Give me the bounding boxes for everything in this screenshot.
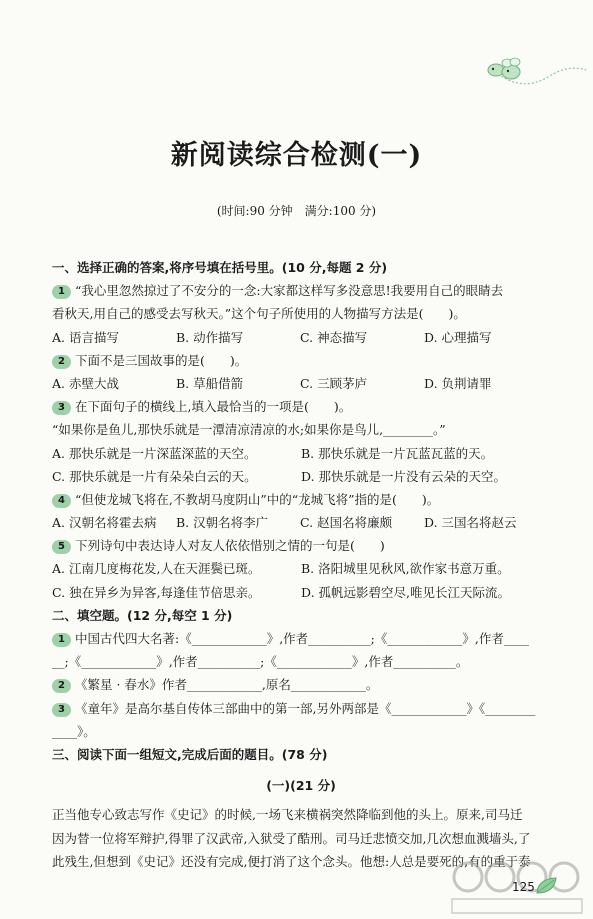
option-a[interactable]: A. 汉朝名将霍去病: [52, 515, 157, 531]
option-d[interactable]: D. 心理描写: [424, 329, 492, 345]
passage-subtitle: (一)(21 分): [266, 778, 336, 794]
fill-2-text[interactable]: 《繁星 · 春水》作者____________,原名____________。: [75, 677, 379, 693]
question-4-options: [52, 511, 550, 534]
leaf-icon: [534, 875, 560, 897]
section2-heading: 二、填空题。(12 分,每空 1 分): [52, 607, 233, 623]
question-4-text: “但使龙城飞将在,不教胡马度阴山”中的“龙城飞将”指的是( )。: [75, 491, 440, 507]
option-c[interactable]: C. 独在异乡为异客,每逢佳节倍思亲。: [52, 584, 261, 600]
fill-1-text[interactable]: 中国古代四大名著:《____________》,作者__________;《____________》,作者____: [75, 631, 529, 646]
question-5-options-ab: [52, 557, 550, 580]
exam-meta: (时间:90 分钟 满分:100 分): [216, 204, 377, 218]
passage-line-1: 正当他专心致志写作《史记》的时候,一场飞来横祸突然降临到他的头上。原来,司马迁: [52, 807, 523, 823]
question-number-badge: 2: [52, 679, 71, 693]
option-d[interactable]: D. 那快乐就是一片没有云朵的天空。: [301, 468, 507, 484]
option-b[interactable]: B. 洛阳城里见秋风,欲作家书意万重。: [301, 561, 510, 577]
question-number-badge: 3: [52, 401, 71, 415]
section1-heading: 一、选择正确的答案,将序号填在括号里。(10 分,每题 2 分): [52, 260, 388, 275]
passage-line-3: 此残生,但想到《史记》还没有完成,便打消了这个念头。他想:人总是要死的,有的重于泰: [52, 853, 531, 869]
question-number-badge: 2: [52, 355, 71, 369]
exam-content: [52, 256, 550, 873]
page-title: 新阅读综合检测(一): [170, 140, 423, 171]
question-3-quote: “如果你是鱼儿,那快乐就是一潭清凉清凉的水;如果你是鸟儿,________。”: [52, 422, 446, 438]
question-2-text: 下面不是三国故事的是( )。: [75, 352, 248, 368]
question-2-line: [52, 349, 550, 372]
question-3-options-ab: [52, 442, 550, 465]
option-c[interactable]: C. 赵国名将廉颇: [300, 515, 393, 531]
option-b[interactable]: B. 汉朝名将李广: [176, 515, 269, 531]
option-c[interactable]: C. 三顾茅庐: [300, 375, 368, 391]
option-a[interactable]: A. 语言描写: [52, 329, 119, 345]
fill-1-line1: [52, 627, 550, 650]
fill-3-text[interactable]: 《童年》是高尔基自传体三部曲中的第一部,另外两部是《____________》《________: [75, 700, 536, 716]
option-b[interactable]: B. 草船借箭: [176, 375, 244, 391]
question-5-options-cd: [52, 581, 550, 604]
option-a[interactable]: A. 那快乐就是一片深蓝深蓝的天空。: [52, 445, 257, 461]
question-5-text: 下列诗句中表达诗人对友人依依惜别之情的一句是( ): [75, 538, 385, 554]
question-number-badge: 3: [52, 703, 71, 717]
question-1-text: “我心里忽然掠过了不安分的一念:大家都这样写多没意思!我要用自己的眼睛去: [75, 283, 504, 299]
question-number-badge: 5: [52, 540, 71, 554]
fill-2-line: [52, 673, 550, 696]
question-1-options: [52, 326, 550, 349]
question-2-options: [52, 372, 550, 395]
option-c[interactable]: C. 那快乐就是一片有朵朵白云的天。: [52, 468, 257, 484]
question-5-line: [52, 534, 550, 557]
option-d[interactable]: D. 三国名将赵云: [424, 515, 517, 531]
question-1-line1: [52, 279, 550, 302]
fill-3-line2[interactable]: ____》。: [52, 723, 96, 739]
option-b[interactable]: B. 那快乐就是一片瓦蓝瓦蓝的天。: [301, 445, 494, 461]
option-d[interactable]: D. 负荆请罪: [424, 375, 492, 391]
option-d[interactable]: D. 孤帆远影碧空尽,唯见长江天际流。: [301, 584, 510, 600]
question-4-line: [52, 488, 550, 511]
question-3-text: 在下面句子的横线上,填入最恰当的一项是( )。: [75, 399, 352, 415]
fill-3-line1: [52, 697, 550, 720]
question-1-line2: 看秋天,用自己的感受去写秋天。”这个句子所使用的人物描写方法是( )。: [52, 306, 466, 322]
question-3-options-cd: [52, 465, 550, 488]
option-a[interactable]: A. 赤壁大战: [52, 375, 119, 391]
passage-line-2: 因为替一位将军辩护,得罪了汉武帝,入狱受了酷刑。司马迁悲愤交加,几次想血溅墙头,了: [52, 830, 531, 846]
question-number-badge: 4: [52, 494, 71, 508]
question-3-line: [52, 395, 550, 418]
page-number: 125: [512, 880, 535, 894]
option-b[interactable]: B. 动作描写: [176, 329, 244, 345]
option-a[interactable]: A. 江南几度梅花发,人在天涯鬓已斑。: [52, 561, 261, 577]
section3-heading: 三、阅读下面一组短文,完成后面的题目。(78 分): [52, 746, 328, 762]
question-number-badge: 1: [52, 285, 71, 299]
option-c[interactable]: C. 神态描写: [300, 329, 368, 345]
bee-flower-decoration-icon: [478, 52, 588, 92]
fill-1-line2[interactable]: __;《____________》,作者__________;《____________》,作者__________。: [52, 654, 469, 670]
question-number-badge: 1: [52, 633, 71, 647]
